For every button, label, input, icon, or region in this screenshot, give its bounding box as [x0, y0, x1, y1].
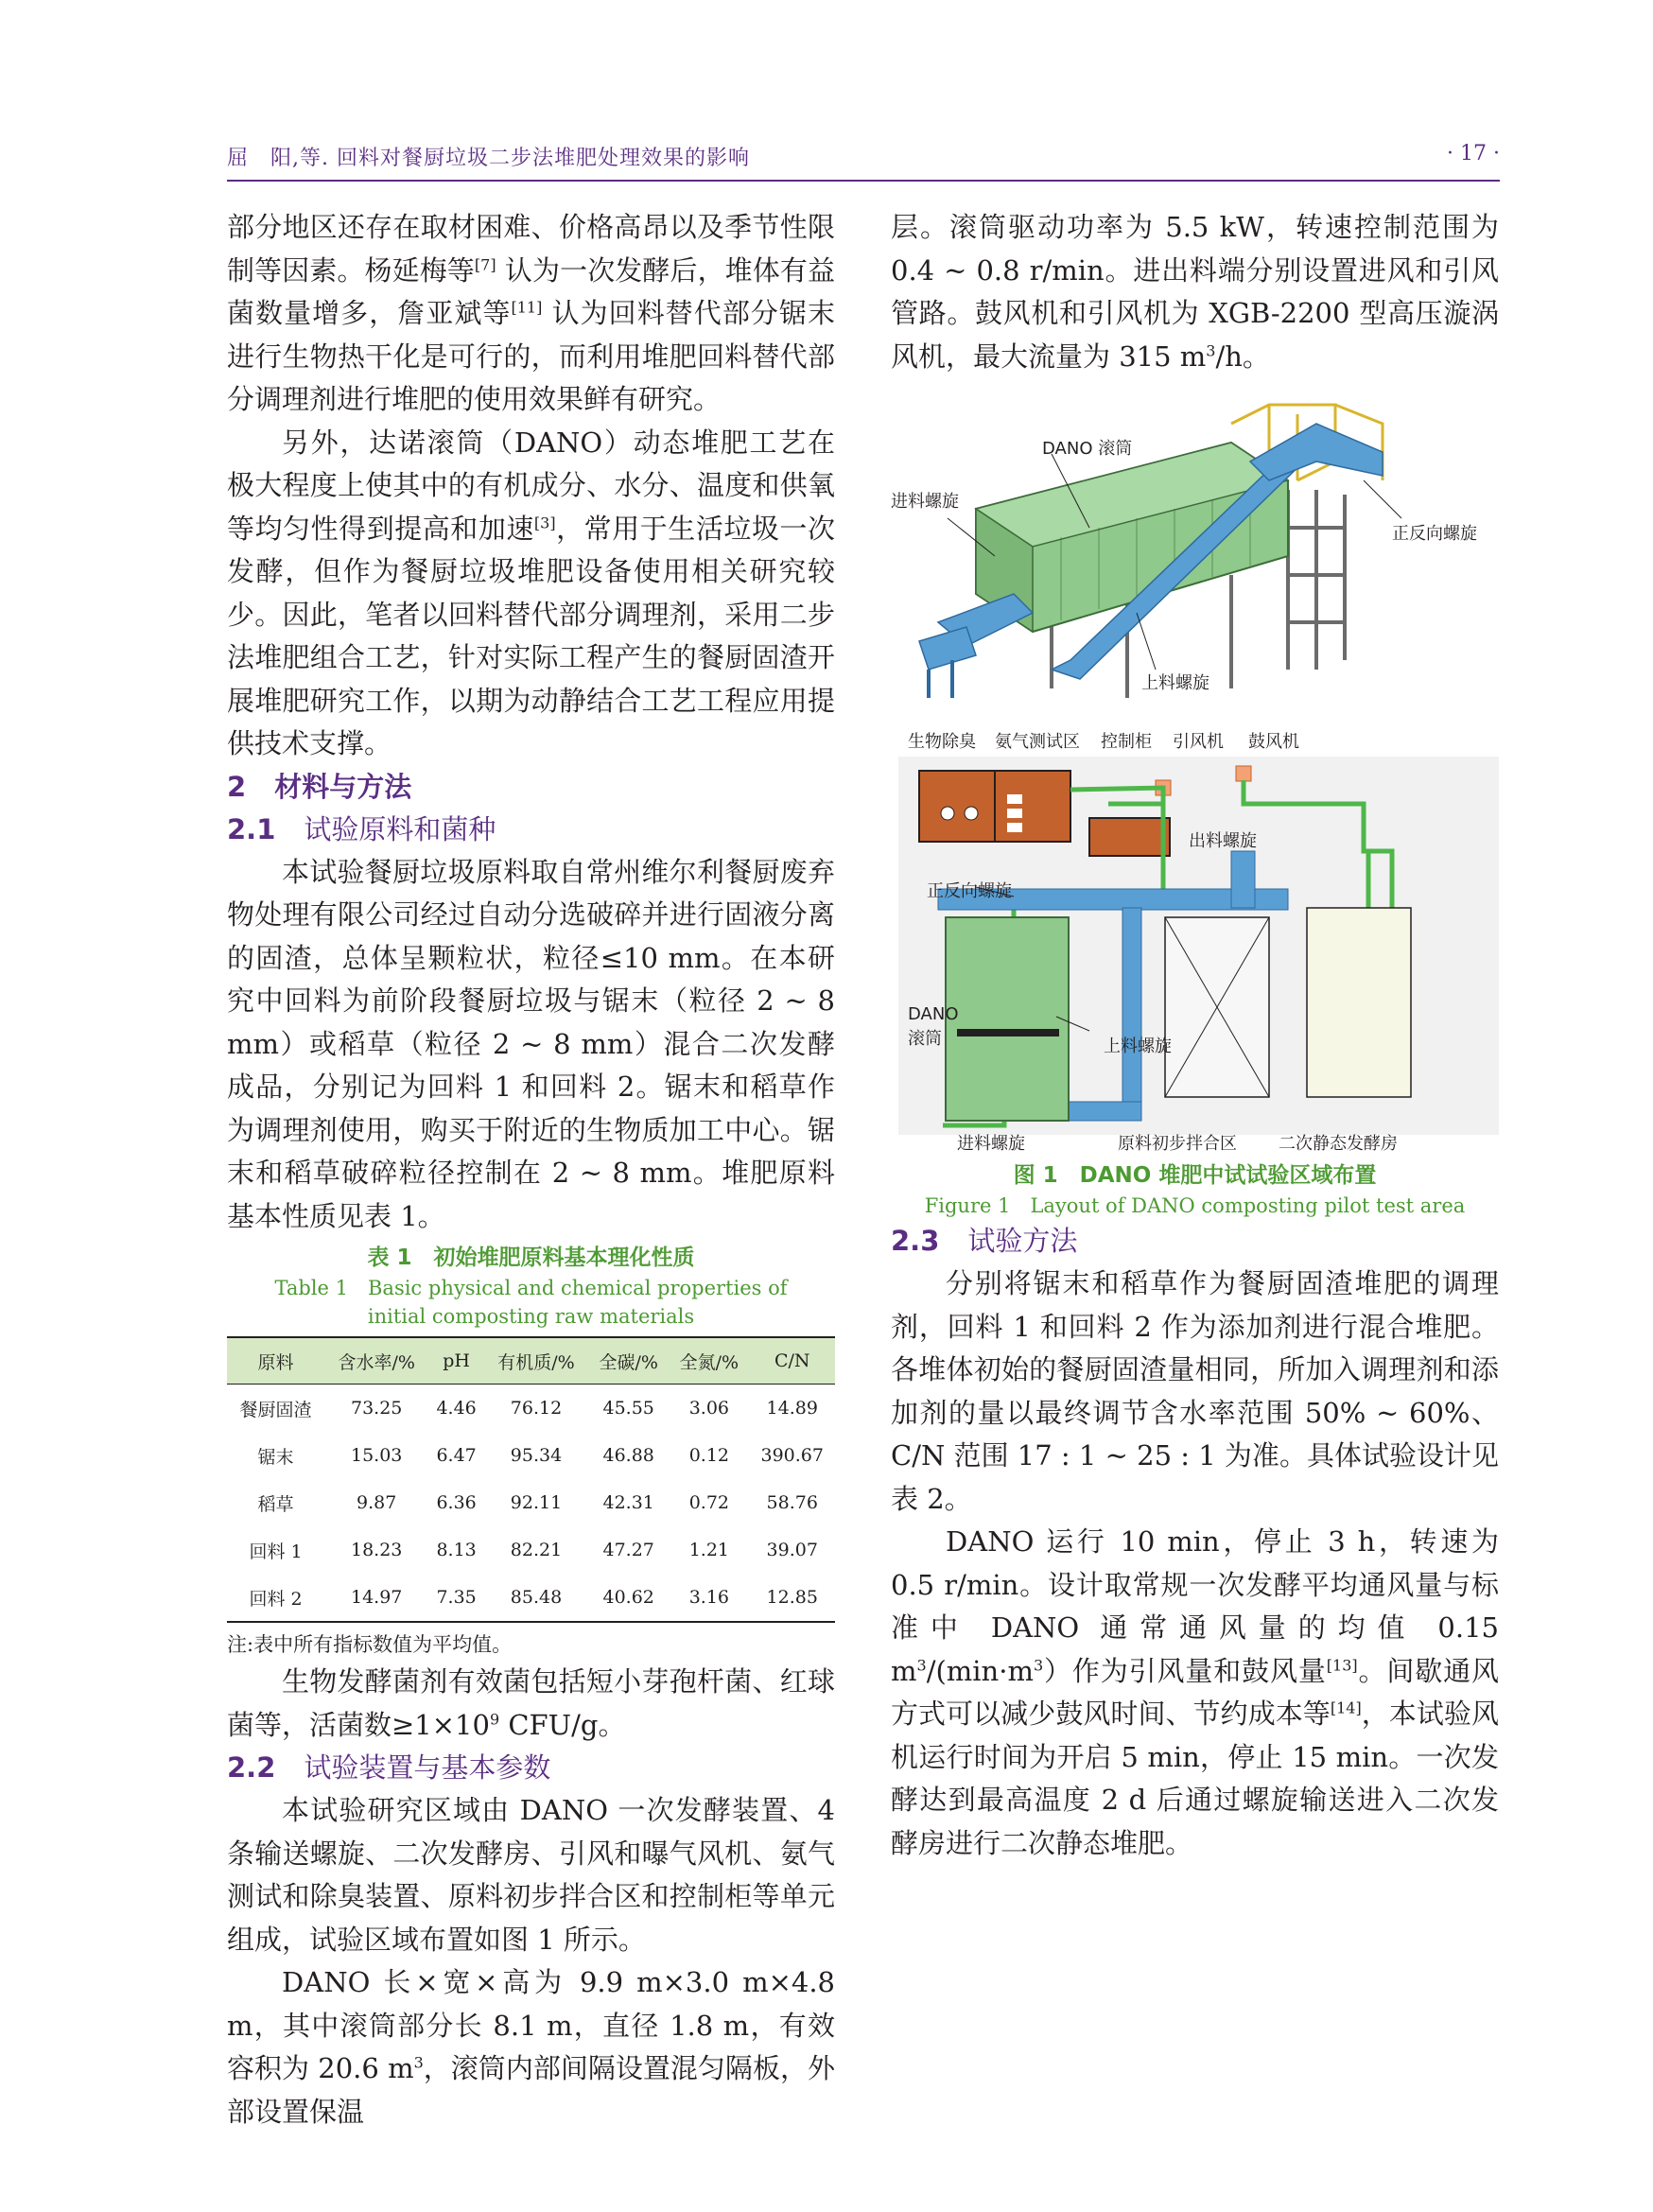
- table-row: [227, 1479, 835, 1526]
- citation[interactable]: [3]: [533, 513, 556, 531]
- paragraph: 本试验餐厨垃圾原料取自常州维尔利餐厨废弃物处理有限公司经过自动分选破碎并进行固液分离的固渣，总体呈颗粒状，粒径≤10 mm。在本研究中回料为前阶段餐厨垃圾与锯末（粒径 2 ~ 8 mm）或稻草（粒径 2 ~ 8 mm）混合二次发酵成品，分别记为回料 1 和回料 2。锯末和稻草作为调理剂使用，购买于附近的生物质加工中心。锯末和稻草破碎粒径控制在 2 ~ 8 mm。堆肥原料基本性质见表 1。: [227, 855, 835, 1232]
- label-mixing-area: 原料初步拌合区: [1118, 1134, 1237, 1154]
- table-cell: 9.87: [357, 1492, 397, 1513]
- paragraph: 部分地区还存在取材困难、价格高昂以及季节性限制等因素。杨延梅等[7] 认为一次发酵后，堆体有益菌数量增多，詹亚斌等[11] 认为回料替代部分锯末进行生物热干化是可行的，而利用堆肥回料替代部分调理剂进行堆肥的使用效果鲜有研究。: [227, 211, 835, 415]
- table-row: [227, 1574, 835, 1622]
- lift-screw: [1122, 908, 1141, 1116]
- table-cell: 58.76: [766, 1492, 818, 1513]
- label-reverse-screw-plan: 正反向螺旋: [927, 881, 1012, 901]
- subsection-heading: 2.2 试验装置与基本参数: [227, 1751, 551, 1784]
- label-feed-screw: 进料螺旋: [891, 492, 959, 512]
- right-column: [891, 206, 1499, 1865]
- layout-plan-diagram: [891, 728, 1499, 1154]
- table-cell: 14.89: [766, 1398, 818, 1419]
- paragraph: 另外，达诺滚筒（DANO）动态堆肥工艺在极大程度上使其中的有机成分、水分、温度和供氧等均匀性得到提高和加速[3]，常用于生活垃圾一次发酵，但作为餐厨垃圾堆肥设备使用相关研究较少。因此，笔者以回料替代部分调理剂，采用二步法堆肥组合工艺，针对实际工程产生的餐厨固渣开展堆肥研究工作，以期为动静结合工艺工程应用提供技术支撑。: [227, 426, 835, 759]
- table-cell: 73.25: [350, 1398, 403, 1419]
- table-cell: 82.21: [510, 1540, 563, 1560]
- figure-caption-en: Figure 1 Layout of DANO composting pilot test area: [924, 1194, 1466, 1217]
- label-lift-screw-plan: 上料螺旋: [1104, 1036, 1172, 1056]
- column-header: 原料: [227, 1337, 324, 1385]
- table-cell: 45.55: [602, 1398, 654, 1419]
- table-cell: 46.88: [602, 1445, 654, 1466]
- table-cell: 92.11: [510, 1492, 563, 1513]
- secondary-fermentation-room: [1307, 908, 1411, 1097]
- paragraph: 生物发酵菌剂有效菌包括短小芽孢杆菌、红球菌等，活菌数$\ge 1\times 10^9$ CFU/g。: [227, 1665, 835, 1741]
- table-cell: 3.06: [688, 1398, 730, 1419]
- table-cell: 6.36: [436, 1492, 477, 1513]
- paragraph: 层。滚筒驱动功率为 5.5 kW，转速控制范围为 0.4 ~ 0.8 r/min。进出料端分别设置进风和引风管路。鼓风机和引风机为 XGB-2200 型高压漩涡风机，最大流量为 315 $m^3/h$。: [891, 211, 1499, 373]
- table-cell: 18.23: [350, 1540, 403, 1560]
- table-row: [227, 1385, 835, 1433]
- table-cell: 餐厨固渣: [239, 1399, 312, 1420]
- table-cell: 6.47: [436, 1445, 477, 1466]
- table-cell: 47.27: [602, 1540, 654, 1560]
- table-1: [227, 1242, 835, 1661]
- paragraph: 分别将锯末和稻草作为餐厨固渣堆肥的调理剂，回料 1 和回料 2 作为添加剂进行混合堆肥。各堆体初始的餐厨固渣量相同，所加入调理剂和添加剂的量以最终调节含水率范围 50% ~ 60%、C/N 范围 17 : 1 ~ 25 : 1 为准。具体试验设计见表 2。: [891, 1267, 1499, 1515]
- label-lift-screw: 上料螺旋: [1141, 673, 1209, 693]
- running-title: 屈 阳,等. 回料对餐厨垃圾二步法堆肥处理效果的影响: [227, 147, 750, 170]
- column-header: 含水率/%: [324, 1337, 428, 1385]
- table-cell: 12.85: [749, 1574, 835, 1622]
- label-bio-deodorization: 生物除臭: [908, 732, 976, 752]
- section-heading: 2 材料与方法: [227, 770, 412, 803]
- label-dano-drum: DANO 滚筒: [1042, 439, 1133, 459]
- label-secondary-room: 二次静态发酵房: [1279, 1134, 1398, 1154]
- column-header: pH: [428, 1337, 484, 1385]
- figure-1-3d-view: [891, 386, 1499, 724]
- table-cell: 回料 1: [249, 1541, 303, 1562]
- column-header: C/N: [749, 1337, 835, 1385]
- page-number: · 17 ·: [1447, 142, 1500, 165]
- label-feed-screw-plan: 进料螺旋: [957, 1134, 1025, 1154]
- label-induced-fan: 引风机: [1173, 732, 1224, 752]
- label-dano-plan: DANO: [908, 1004, 959, 1024]
- table-cell: 85.48: [484, 1574, 588, 1622]
- citation[interactable]: [11]: [511, 298, 543, 317]
- label-ammonia-test: 氨气测试区: [995, 732, 1080, 752]
- table-row: [227, 1526, 835, 1574]
- table-cell: 0.12: [688, 1445, 730, 1466]
- table-cell: 76.12: [510, 1398, 563, 1419]
- table-cell: 15.03: [350, 1445, 403, 1466]
- table-cell: 39.07: [766, 1540, 818, 1560]
- table-cell: 0.72: [688, 1492, 730, 1513]
- label-discharge-screw: 出料螺旋: [1189, 831, 1257, 851]
- table-cell: 40.62: [588, 1574, 669, 1622]
- data-table: [227, 1336, 835, 1623]
- subsection-heading: 2.3 试验方法: [891, 1225, 1078, 1257]
- table-row: [227, 1432, 835, 1479]
- table-cell: 95.34: [510, 1445, 563, 1466]
- figure-caption-cn: 图 1 DANO 堆肥中试试验区域布置: [1013, 1163, 1377, 1188]
- label-reverse-screw: 正反向螺旋: [1392, 524, 1477, 544]
- table-cell: 14.97: [324, 1574, 428, 1622]
- discharge-screw: [1231, 851, 1255, 908]
- label-control-cabinet: 控制柜: [1101, 732, 1152, 752]
- table-cell: 8.13: [436, 1540, 477, 1560]
- table-cell: 1.21: [688, 1540, 730, 1560]
- column-header: 全氮/%: [669, 1337, 749, 1385]
- subsection-heading: 2.1 试验原料和菌种: [227, 812, 496, 845]
- table-header-row: [227, 1337, 835, 1385]
- column-header: 全碳/%: [588, 1337, 669, 1385]
- table-cell: 390.67: [760, 1445, 824, 1466]
- header-rule: [227, 180, 1500, 182]
- label-dano-plan-drum: 滚筒: [908, 1029, 942, 1049]
- blower: [1236, 766, 1251, 781]
- citation[interactable]: [7]: [474, 254, 496, 273]
- table-cell: 锯末: [257, 1446, 294, 1468]
- table-cell: 回料 2: [227, 1574, 324, 1622]
- paragraph: 本试验研究区域由 DANO 一次发酵装置、4 条输送螺旋、二次发酵房、引风和曝气风机、氨气测试和除臭装置、原料初步拌合区和控制柜等单元组成，试验区域布置如图 1 所示。: [227, 1794, 835, 1956]
- table-caption-cn: 表 1 初始堆肥原料基本理化性质: [367, 1245, 695, 1270]
- left-column: [227, 206, 835, 2134]
- control-cabinet: [1089, 818, 1170, 856]
- table-cell: 7.35: [428, 1574, 484, 1622]
- table-cell: 4.46: [436, 1398, 477, 1419]
- citation[interactable]: [14]: [1330, 1698, 1362, 1717]
- table-caption-en: initial composting raw materials: [367, 1305, 695, 1328]
- citation[interactable]: [13]: [1326, 1655, 1358, 1674]
- paragraph: DANO 运行 10 min，停止 3 h，转速为 0.5 r/min。设计取常规一次发酵平均通风量与标准中 DANO 通常通风量的均值 0.15 $m^3/(\min\cdot m^3)$作为引风量和鼓风量[13]。间歇通风方式可以减少鼓风时间、节约成本等[14]，本试验风机运行时间为开启 5 min，停止 15 min。一次发酵达到最高温度 2 d 后通过螺旋输送进入二次发酵房进行二次静态堆肥。: [891, 1525, 1499, 1859]
- table-cell: 42.31: [602, 1492, 654, 1513]
- figure-1-plan-view: [891, 728, 1499, 1154]
- table-cell: 稻草: [257, 1493, 294, 1515]
- paragraph: DANO 长×宽×高为 9.9 m×3.0 m×4.8 m，其中滚筒部分长 8.1 m，直径 1.8 m，有效容积为 20.6 $m^3$，滚筒内部间隔设置混匀隔板，外部设置保温: [227, 1966, 835, 2128]
- table-note: 注:表中所有指标数值为平均值。: [227, 1633, 513, 1656]
- label-blower: 鼓风机: [1248, 732, 1299, 752]
- column-header: 有机质/%: [484, 1337, 588, 1385]
- dano-drum: [946, 917, 1069, 1121]
- table-caption-en: Table 1 Basic physical and chemical properties of: [274, 1277, 788, 1299]
- table-cell: 3.16: [669, 1574, 749, 1622]
